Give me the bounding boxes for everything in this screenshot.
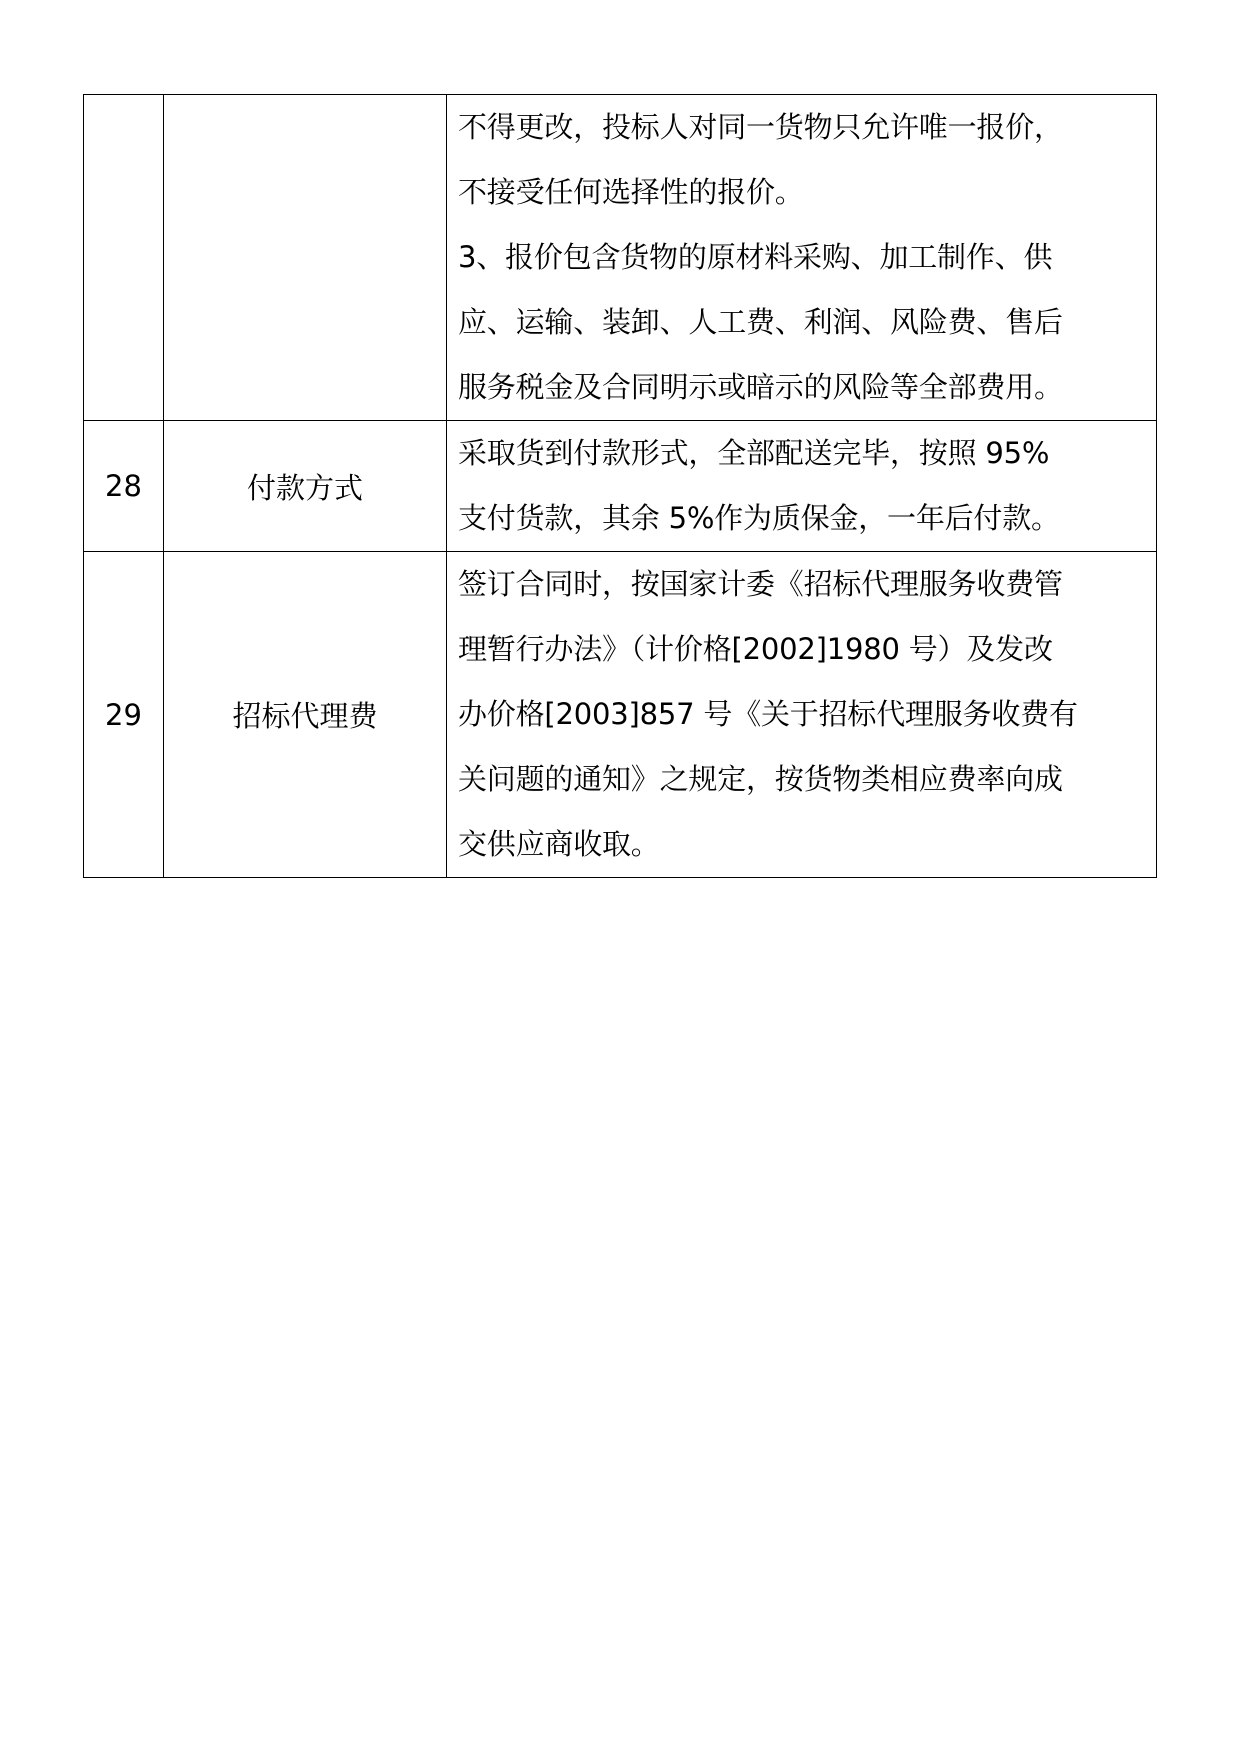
content-line: 3、报价包含货物的原材料采购、加工制作、供 [458,240,1053,274]
row-number-cell: 29 [84,552,164,878]
content-line: 不得更改，投标人对同一货物只允许唯一报价， [458,110,1063,144]
content-line: 交供应商收取。 [458,827,660,861]
content-line: 不接受任何选择性的报价。 [458,175,804,209]
content-line: 签订合同时，按国家计委《招标代理服务收费管 [458,567,1063,601]
content-line: 理暂行办法》（计价格[2002]1980 号）及发改 [458,632,1053,666]
content-line: 支付货款，其余 5%作为质保金，一年后付款。 [458,501,1060,535]
table-row [84,95,1157,421]
row-item-cell: 付款方式 [164,421,447,552]
terms-table [83,94,1157,878]
row-content-cell [447,421,1157,552]
row-item-cell: 招标代理费 [164,552,447,878]
row-number-cell: 28 [84,421,164,552]
row-number-cell [84,95,164,421]
row-content-cell [447,95,1157,421]
content-line: 办价格[2003]857 号《关于招标代理服务收费有 [458,697,1078,731]
row-content-cell [447,552,1157,878]
table-row [84,552,1157,878]
row-item-cell [164,95,447,421]
content-line: 关问题的通知》之规定，按货物类相应费率向成 [458,762,1063,796]
content-line: 应、运输、装卸、人工费、利润、风险费、售后 [458,305,1063,339]
table-row [84,421,1157,552]
content-line: 采取货到付款形式，全部配送完毕，按照 95% [458,436,1050,470]
content-line: 服务税金及合同明示或暗示的风险等全部费用。 [458,370,1063,404]
